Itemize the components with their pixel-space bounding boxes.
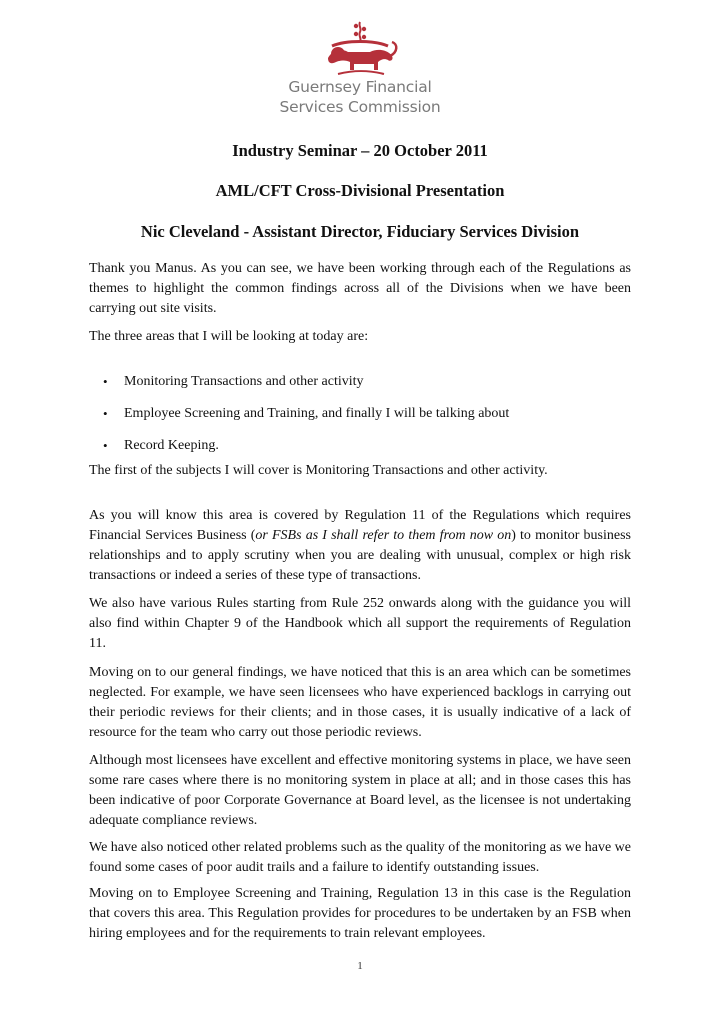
list-item-text: Employee Screening and Training, and finally I will be talking about [124, 406, 510, 421]
paragraph-text: As you will know this area is covered by Regulation 11 of the Regulations which requires Financial Services Business ( [89, 508, 631, 543]
paragraph-rules: We also have various Rules starting from Rule 252 onwards along with the guidance you will also find within Chapter 9 of the Handbook which all support the requirements of Regulation 11. [89, 596, 631, 651]
paragraph-italic-text: or FSBs as I shall refer to them from now on [255, 528, 512, 543]
bullet-icon: • [103, 438, 108, 453]
gfsc-logo [270, 18, 450, 120]
paragraph-findings: Moving on to our general findings, we have noticed that this is an area which can be sometimes neglected. For example, we have seen licensees who have experienced backlogs in carrying out their periodic reviews for their clients; and in those cases, it is usually indicative of a lack of resource for the team who carry out those periodic reviews. [89, 665, 631, 740]
list-item-text: Monitoring Transactions and other activity [124, 374, 364, 389]
seminar-title: Industry Seminar – 20 October 2011 [232, 141, 488, 160]
lion-crest-icon [318, 18, 402, 78]
list-item [89, 372, 631, 392]
paragraph-related-problems: We have also noticed other related problems such as the quality of the monitoring as we have we found some cases of poor audit trails and a failure to identify outstanding issues. [89, 840, 631, 875]
paragraph-text: ) to monitor business relationships and to apply scrutiny when you are dealing with unusual, complex or high risk transactions or indeed a series of these type of transactions. [89, 528, 631, 583]
paragraph-monitoring-systems: Although most licensees have excellent and effective monitoring systems in place, we have seen some rare cases where there is no monitoring system in place at all; and in those cases this has been indicative of poor Corporate Governance at Board level, as the licensee is not undertaking adequate compliance reviews. [89, 753, 631, 828]
page-number: 1 [357, 960, 363, 972]
bullet-icon: • [103, 374, 108, 389]
list-item [89, 404, 631, 424]
paragraph-areas: The three areas that I will be looking at today are: [89, 329, 369, 344]
list-item [89, 436, 631, 456]
presentation-title: AML/CFT Cross-Divisional Presentation [215, 181, 505, 200]
topics-list [89, 372, 631, 456]
paragraph-regulation-11 [89, 506, 631, 586]
paragraph-first-subject: The first of the subjects I will cover is Monitoring Transactions and other activity. [89, 463, 548, 478]
speaker-title: Nic Cleveland - Assistant Director, Fiduciary Services Division [140, 222, 580, 241]
list-item-text: Record Keeping. [124, 438, 219, 453]
paragraph-intro: Thank you Manus. As you can see, we have been working through each of the Regulations as themes to highlight the common findings across all of the Divisions when we have been carrying out site visits. [89, 261, 631, 316]
paragraph-employee-screening: Moving on to Employee Screening and Training, Regulation 13 in this case is the Regulation that covers this area. This Regulation provides for procedures to be undertaken by an FSB when hiring employees and for the requirements to train relevant employees. [89, 886, 631, 941]
bullet-icon: • [103, 406, 108, 421]
logo-text-line2: Services Commission [279, 98, 441, 116]
logo-text-line1: Guernsey Financial [288, 78, 432, 96]
